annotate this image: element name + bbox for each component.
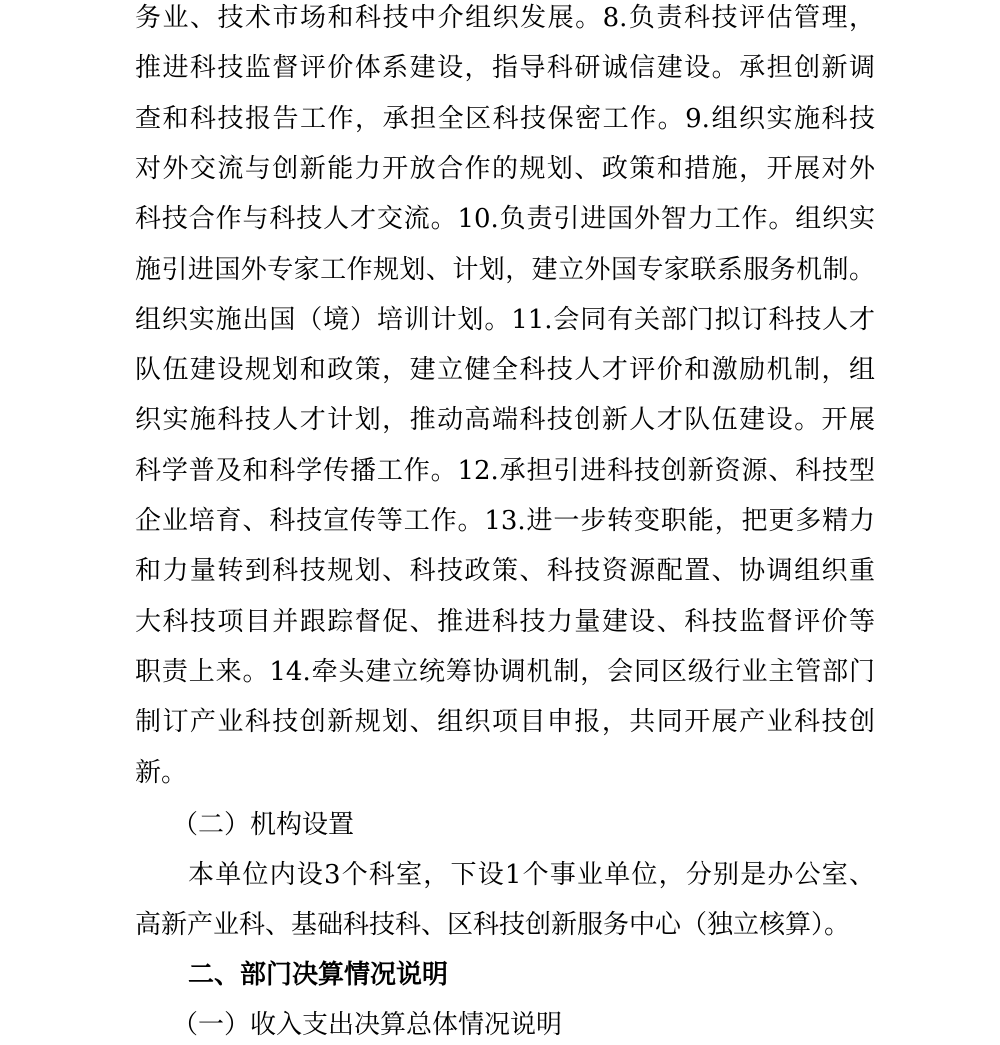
body-text-line: 大科技项目并跟踪督促、推进科技力量建设、科技监督评价等: [135, 606, 875, 637]
subsection-heading-income-expense: （一）收入支出决算总体情况说明: [172, 1010, 563, 1040]
body-text-line: 织实施科技人才计划，推动高端科技创新人才队伍建设。开展: [135, 405, 875, 436]
body-text-line: 科技合作与科技人才交流。10.负责引进国外智力工作。组织实: [135, 204, 875, 235]
body-text-line: 对外交流与创新能力开放合作的规划、政策和措施，开展对外: [135, 153, 875, 184]
body-text-line: 队伍建设规划和政策，建立健全科技人才评价和激励机制，组: [135, 355, 875, 386]
body-text-line: 推进科技监督评价体系建设，指导科研诚信建设。承担创新调: [135, 53, 875, 84]
body-text-line: 查和科技报告工作，承担全区科技保密工作。9.组织实施科技: [135, 103, 875, 134]
section-heading-dept-accounts: 二、部门决算情况说明: [188, 960, 449, 990]
body-text-line: 新。: [135, 757, 188, 788]
body-text-line: 职责上来。14.牵头建立统筹协调机制，会同区级行业主管部门: [135, 656, 875, 687]
org-text-line: 本单位内设3个科室，下设1个事业单位，分别是办公室、: [188, 860, 875, 890]
body-text-line: 施引进国外专家工作规划、计划，建立外国专家联系服务机制。: [135, 254, 875, 285]
section-heading-org: （二）机构设置: [172, 810, 355, 840]
body-text-line: 制订产业科技创新规划、组织项目申报，共同开展产业科技创: [135, 707, 875, 738]
body-text-line: 和力量转到科技规划、科技政策、科技资源配置、协调组织重: [135, 556, 875, 587]
body-text-line: 企业培育、科技宣传等工作。13.进一步转变职能，把更多精力: [135, 506, 875, 536]
body-text-line: 科学普及和科学传播工作。12.承担引进科技创新资源、科技型: [135, 455, 875, 486]
body-text-line: 组织实施出国（境）培训计划。11.会同有关部门拟订科技人才: [135, 304, 875, 335]
body-text-line: 务业、技术市场和科技中介组织发展。8.负责科技评估管理，: [135, 3, 875, 33]
org-text-line: 高新产业科、基础科技科、区科技创新服务中心（独立核算）。: [135, 910, 851, 940]
